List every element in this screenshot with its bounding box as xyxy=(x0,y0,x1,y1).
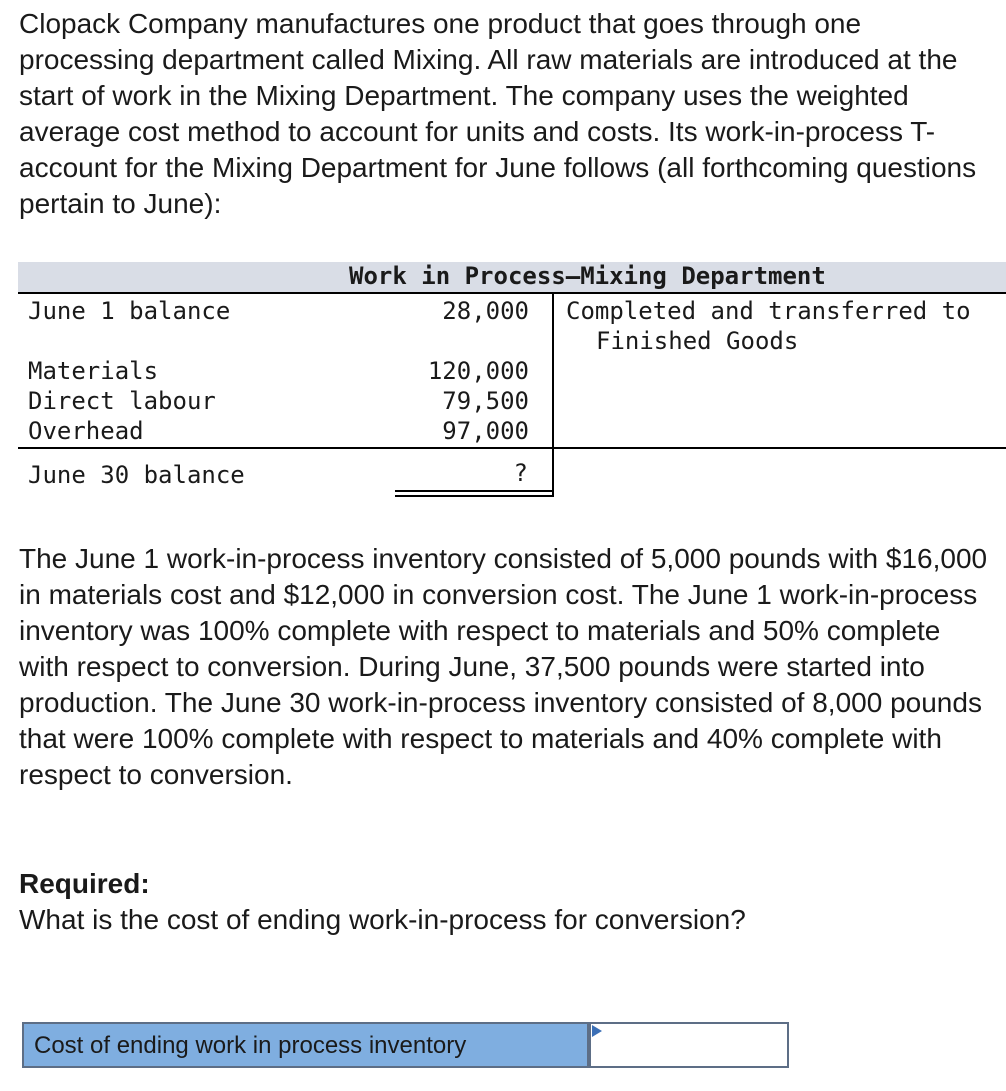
answer-input[interactable] xyxy=(589,1022,789,1068)
t-account-top-rule xyxy=(18,292,1006,294)
t-account-center-line xyxy=(552,292,554,497)
credit-label-line2: Finished Goods xyxy=(596,327,799,355)
t-account-title: Work in Process—Mixing Department xyxy=(349,262,826,290)
debit-value-overhead: 97,000 xyxy=(442,417,529,445)
ending-balance-value: ? xyxy=(513,459,528,487)
credit-label-line1: Completed and transferred to xyxy=(566,297,971,325)
debit-label-direct-labour: Direct labour xyxy=(28,387,216,415)
required-heading: Required: xyxy=(19,868,150,899)
debit-value-materials: 120,000 xyxy=(427,357,529,385)
answer-label: Cost of ending work in process inventory xyxy=(22,1022,589,1068)
double-underline-top xyxy=(395,490,554,492)
t-account-mid-rule xyxy=(18,447,1006,449)
details-paragraph: The June 1 work-in-process inventory consisted of 5,000 pounds with $16,000 in materials cost and $12,000 in conversion cost. The June 1 work-in-process inventory was 100% complete with respect to materials and 50% complete with respect to conversion. During June, 37,500 pounds were started into production. The June 30 work-in-process inventory consisted of 8,000 pounds that were 100% complete with respect to materials and 40% complete with respect to conversion. xyxy=(19,543,988,790)
ending-balance-label: June 30 balance xyxy=(28,461,245,489)
question-text: What is the cost of ending work-in-process for conversion? xyxy=(19,904,746,935)
input-marker-icon xyxy=(592,1025,602,1037)
debit-label-overhead: Overhead xyxy=(28,417,144,445)
intro-paragraph: Clopack Company manufactures one product that goes through one processing department called Mixing. All raw materials are introduced at the start of work in the Mixing Department. The company uses the weighted average cost method to account for units and costs. Its work-in-process T-account for the Mixing Department for June follows (all forthcoming questions pertain to June): xyxy=(19,8,977,219)
debit-label-june1: June 1 balance xyxy=(28,297,231,325)
debit-value-june1: 28,000 xyxy=(442,297,529,325)
debit-label-materials: Materials xyxy=(28,357,159,385)
debit-value-direct-labour: 79,500 xyxy=(442,387,529,415)
double-underline-bottom xyxy=(395,495,554,497)
